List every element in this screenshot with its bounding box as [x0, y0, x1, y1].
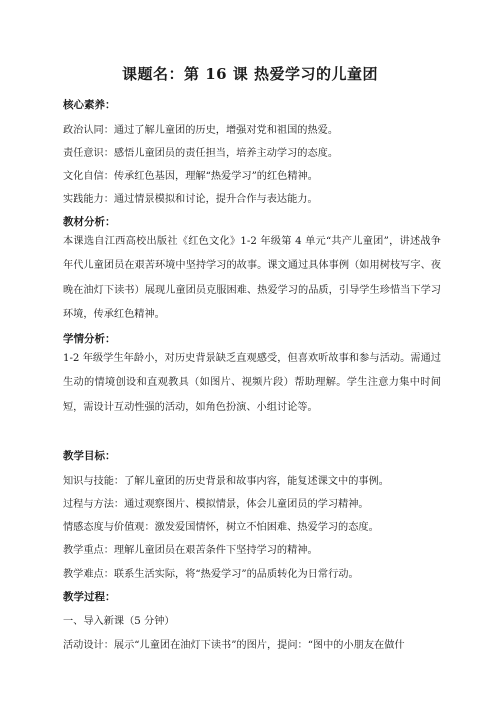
- material-analysis-heading: 教材分析：: [63, 216, 116, 228]
- goal-key-point: 教学重点：理解儿童团员在艰苦条件下坚持学习的精神。: [63, 545, 318, 556]
- student-analysis-text: 1-2 年级学生年龄小，对历史背景缺乏直观感受，但喜欢听故事和参与活动。需通过生动的情境创设和直观教具（如图片、视频片段）帮助理解。学生注意力集中时间短，需设计互动性强的活动，如角色扮演、小组讨论等。: [63, 353, 441, 413]
- core-literacy-heading: 核心素养：: [63, 99, 116, 111]
- core-item-political: 政治认同：通过了解儿童团的历史，增强对党和祖国的热爱。: [63, 125, 339, 136]
- goal-knowledge: 知识与技能：了解儿童团的历史背景和故事内容，能复述课文中的事例。: [63, 476, 389, 487]
- process-section-intro: 一、导入新课（5 分钟）: [63, 616, 175, 627]
- teaching-process-heading: 教学过程：: [63, 591, 116, 603]
- goal-emotion: 情感态度与价值观：激发爱国情怀，树立不怕困难、热爱学习的态度。: [63, 522, 379, 533]
- goal-process: 过程与方法：通过观察图片、模拟情景，体会儿童团员的学习精神。: [63, 499, 369, 510]
- process-activity-text: 活动设计：展示“儿童团在油灯下读书”的图片，提问：“图中的小朋友在做什: [63, 640, 405, 651]
- teaching-goals-heading: 教学目标：: [63, 450, 116, 462]
- goal-difficulty: 教学难点：联系生活实际，将“热爱学习”的品质转化为日常行动。: [63, 569, 359, 580]
- student-analysis-heading: 学情分析：: [63, 333, 116, 345]
- core-item-responsibility: 责任意识：感悟儿童团员的责任担当，培养主动学习的态度。: [63, 148, 339, 159]
- core-item-culture: 文化自信：传承红色基因，理解“热爱学习”的红色精神。: [63, 171, 318, 182]
- lesson-title: 课题名：第 16 课 热爱学习的儿童团: [121, 65, 379, 83]
- material-analysis-text: 本课选自江西高校出版社《红色文化》1-2 年级第 4 单元“共产儿童团”，讲述战争年代儿童团员在艰苦环境中坚持学习的故事。课文通过具体事例（如用树枝写字、夜晚在油灯下读书）展现儿童团员克服困难、热爱学习的品质，引导学生珍惜当下学习环境，传承红色精神。: [63, 236, 441, 321]
- core-item-practice: 实践能力：通过情景模拟和讨论，提升合作与表达能力。: [63, 194, 318, 205]
